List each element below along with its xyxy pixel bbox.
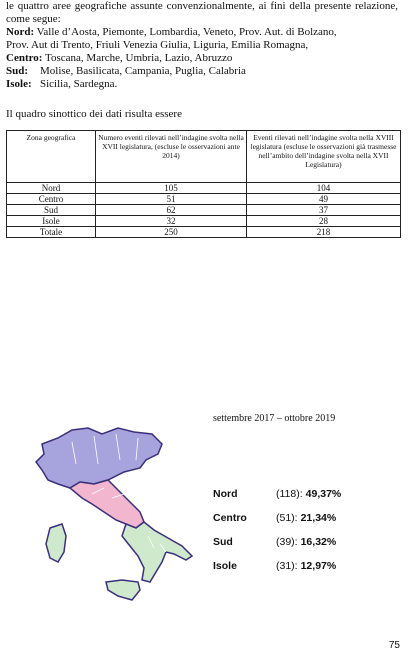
region-line-nord-cont (6, 39, 398, 52)
stat-isole (213, 559, 341, 583)
period-label: settembre 2017 – ottobre 2019 (213, 413, 336, 424)
stat-name: Sud (213, 536, 233, 548)
stat-count: (39): (276, 536, 298, 548)
page-number: 75 (388, 640, 400, 651)
region-name: Sud: (6, 65, 29, 77)
stat-count: (118): (276, 488, 303, 500)
quadro-title: Il quadro sinottico dei dati risulta essere (6, 108, 182, 120)
region-line-sud (6, 65, 398, 78)
table-header-row (7, 131, 401, 183)
region-name: Isole: (6, 78, 32, 90)
stat-sud (213, 535, 341, 559)
stat-pct: 12,97% (300, 560, 337, 572)
stat-name: Nord (213, 488, 238, 500)
map-region-centro (70, 480, 144, 528)
cell-xviii: 28 (247, 216, 401, 227)
cell-xvii: 105 (96, 183, 247, 194)
cell-xviii: 37 (247, 205, 401, 216)
cell-xvii: 32 (96, 216, 247, 227)
region-line-isole (6, 78, 398, 91)
cell-zone: Nord (7, 183, 96, 194)
stat-centro (213, 511, 341, 535)
intro-sentence: le quattro aree geografiche assunte convenzionalmente, ai fini della presente relazione, come segue: (6, 0, 398, 25)
region-name: Centro: (6, 52, 43, 64)
stat-count: (51): (276, 512, 298, 524)
stat-name: Isole (213, 560, 237, 572)
stat-pct: 49,37% (305, 488, 342, 500)
region-list: Valle d’Aosta, Piemonte, Lombardia, Veneto, Prov. Aut. di Bolzano, (36, 26, 337, 38)
table-row (7, 205, 401, 216)
header-xviii: Eventi rilevati nell’indagine svolta nella XVIII legislatura (escluse le osservazioni già trasmesse nell’ambito dell’indagine svolta nella XVII Legislatura) (247, 131, 401, 183)
header-zone: Zona geografica (7, 131, 96, 183)
map-region-sud (122, 522, 192, 582)
cell-zone: Isole (7, 216, 96, 227)
header-xvii: Numero eventi rilevati nell’indagine svolta nella XVII legislatura, (escluse le osservazioni ante 2014) (96, 131, 247, 183)
region-line-nord (6, 26, 398, 39)
cell-zone: Centro (7, 194, 96, 205)
cell-xvii: 250 (96, 227, 247, 238)
stat-nord (213, 487, 341, 511)
stat-count: (31): (276, 560, 298, 572)
intro-text (6, 0, 398, 91)
map-region-nord (36, 428, 162, 488)
region-list: Prov. Aut di Trento, Friuli Venezia Giulia, Liguria, Emilia Romagna, (6, 39, 309, 51)
stat-name: Centro (213, 512, 247, 524)
region-name: Nord: (6, 26, 35, 38)
region-list: Toscana, Marche, Umbria, Lazio, Abruzzo (45, 52, 233, 64)
cell-xviii: 218 (247, 227, 401, 238)
table-row (7, 183, 401, 194)
cell-zone: Totale (7, 227, 96, 238)
region-line-centro (6, 52, 398, 65)
stat-pct: 16,32% (300, 536, 337, 548)
stats-list (213, 487, 341, 583)
region-list: Sicilia, Sardegna. (40, 78, 118, 90)
region-list: Molise, Basilicata, Campania, Puglia, Calabria (40, 65, 246, 77)
table-row (7, 227, 401, 238)
synoptic-table (6, 130, 401, 238)
cell-zone: Sud (7, 205, 96, 216)
cell-xviii: 104 (247, 183, 401, 194)
map-region-sardegna (46, 524, 66, 562)
stat-pct: 21,34% (300, 512, 337, 524)
table-row (7, 216, 401, 227)
table-row (7, 194, 401, 205)
cell-xvii: 62 (96, 205, 247, 216)
map-region-sicilia (106, 580, 140, 600)
cell-xvii: 51 (96, 194, 247, 205)
italy-map (28, 424, 208, 606)
cell-xviii: 49 (247, 194, 401, 205)
